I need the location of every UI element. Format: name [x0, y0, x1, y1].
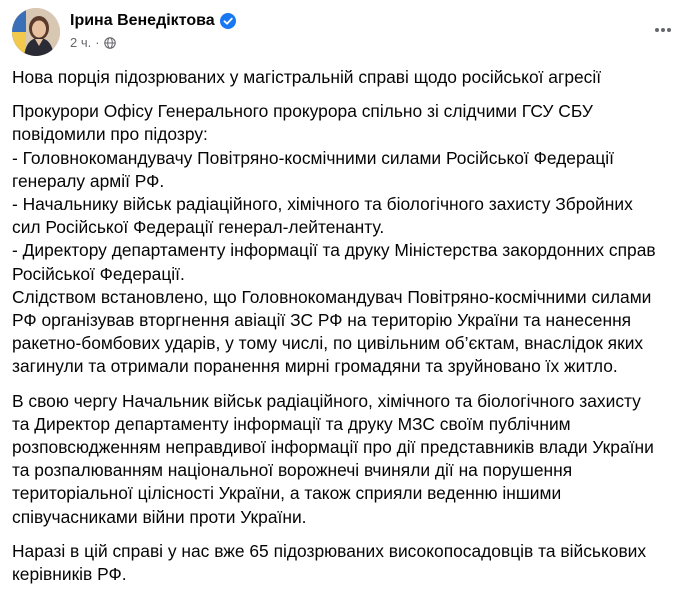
post-text-line: співучасниками війни проти України. [12, 506, 307, 527]
post-text-line: та розпалюванням національної ворожнечі вчиняли дії на порушення [12, 460, 573, 481]
meta-separator: · [95, 35, 100, 50]
post-header [12, 6, 679, 62]
post-text-line: РФ організував вторгнення авіації ЗС РФ на територію України та нанесення [12, 310, 632, 331]
post-text-line: В свою чергу Начальник військ радіаційного, хімічного та біологічного захисту [12, 390, 641, 411]
more-horizontal-icon [653, 20, 673, 40]
post-text-line: Слідством встановлено, що Головнокомандувач Повітряно-космічними силами [12, 286, 652, 307]
post-text-line: генералу армії РФ. [12, 170, 165, 191]
post-text-line: - Директору департаменту інформації та друку Міністерства закордонних справ [12, 240, 656, 261]
author-row [70, 10, 236, 32]
post-text-line: Прокурори Офісу Генерального прокурора спільно зі слідчими ГСУ СБУ [12, 101, 593, 122]
post-meta [70, 34, 236, 52]
verified-badge-icon [220, 13, 236, 29]
post-text [12, 66, 679, 597]
post-text-line: Нова порція підозрюваних у магістральній справі щодо російської агресії [12, 67, 602, 87]
avatar-image [12, 8, 60, 56]
post-text-line: керівників РФ. [12, 564, 127, 585]
post-text-line: - Начальнику військ радіаційного, хімічного та біологічного захисту Збройних [12, 194, 633, 215]
globe-icon[interactable] [104, 37, 116, 49]
avatar[interactable] [12, 8, 60, 56]
post-text-line: територіальної цілісності України, а також сприяли веденню іншими [12, 483, 562, 504]
post-text-line: та Директор департаменту інформації та друку МЗС своїм публічним [12, 413, 571, 434]
post-paragraph [12, 100, 679, 378]
post-text-line: ракетно-бомбових ударів, у тому числі, по цивільним об’єктам, внаслідок яких [12, 333, 644, 354]
post-options-button[interactable] [647, 14, 679, 46]
post-text-line: - Головнокомандувачу Повітряно-космічними силами Російської Федерації [12, 147, 614, 168]
author-name[interactable]: Ірина Венедіктова [70, 12, 215, 29]
post-text-line: Наразі в цій справі у нас вже 65 підозрюваних високопосадовців та військових [12, 540, 647, 561]
post-text-line: Російської Федерації. [12, 263, 185, 284]
post-timestamp[interactable]: 2 ч. [70, 35, 92, 50]
post-text-line: повідомили про підозру: [12, 124, 208, 145]
post-paragraph [12, 540, 679, 586]
post-paragraph [12, 390, 679, 529]
post-text-line: розповсюдженням неправдивої інформації про дії представників влади України [12, 437, 654, 458]
author-block [70, 10, 236, 52]
post-text-line: сил Російської Федерації генерал-лейтенанту. [12, 217, 385, 238]
post-paragraph [12, 66, 679, 89]
post-text-line: загинули та отримали поранення мирні громадяни та зруйновано їх житло. [12, 356, 618, 377]
